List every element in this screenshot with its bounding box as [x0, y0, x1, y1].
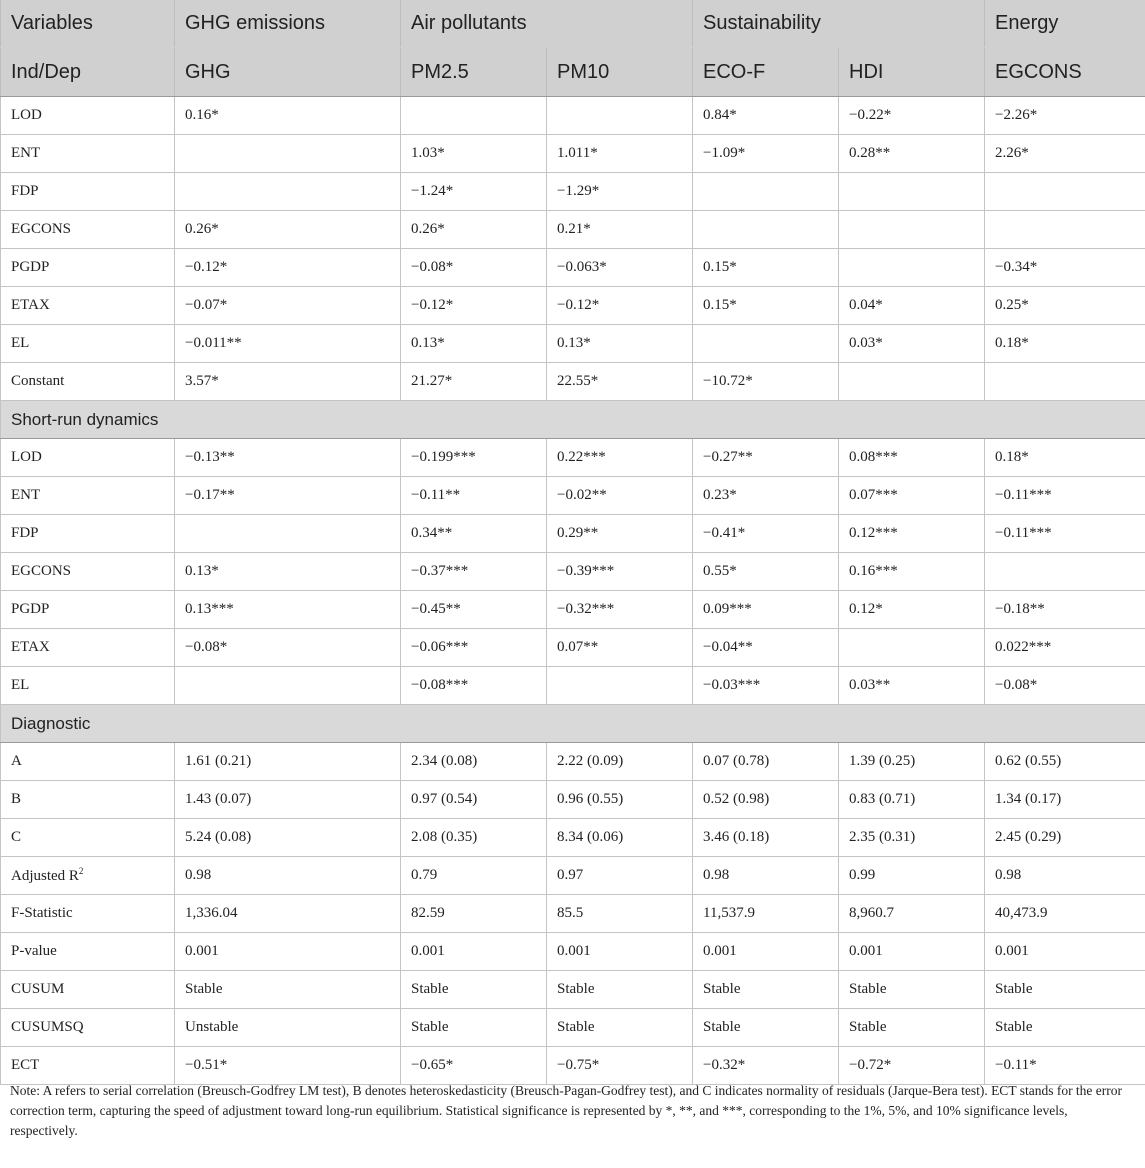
table-cell	[839, 173, 985, 211]
table-cell: −0.199***	[401, 439, 547, 477]
table-cell: 0.12*	[839, 591, 985, 629]
table-cell: Stable	[985, 1009, 1145, 1047]
table-row	[1, 667, 1145, 705]
table-cell: 0.21*	[547, 211, 693, 249]
adjusted-r2-superscript: 2	[78, 866, 84, 876]
table-cell: 0.03**	[839, 667, 985, 705]
header-variables: Variables	[1, 0, 175, 48]
table-cell: 0.001	[547, 933, 693, 971]
table-row	[1, 439, 1145, 477]
table-cell: 3.57*	[175, 363, 401, 401]
table-cell: 0.83 (0.71)	[839, 781, 985, 819]
table-cell: 0.79	[401, 857, 547, 895]
row-label: A	[1, 743, 175, 781]
table-cell: −0.11***	[985, 477, 1145, 515]
table-row	[1, 553, 1145, 591]
table-cell: 0.18*	[985, 439, 1145, 477]
table-cell: −0.11**	[401, 477, 547, 515]
table-cell: −0.08*	[401, 249, 547, 287]
table-cell: −0.13**	[175, 439, 401, 477]
row-label: FDP	[1, 515, 175, 553]
table-cell: −0.11*	[985, 1047, 1145, 1085]
table-cell: −0.27**	[693, 439, 839, 477]
table-row	[1, 135, 1145, 173]
table-cell: 0.001	[839, 933, 985, 971]
table-cell	[693, 173, 839, 211]
table-cell: 0.99	[839, 857, 985, 895]
table-cell: −0.51*	[175, 1047, 401, 1085]
table-cell	[547, 97, 693, 135]
table-cell	[175, 667, 401, 705]
table-cell: −0.17**	[175, 477, 401, 515]
table-cell: 0.09***	[693, 591, 839, 629]
table-row	[1, 857, 1145, 895]
table-cell	[839, 629, 985, 667]
table-cell: 0.22***	[547, 439, 693, 477]
table-cell: 0.07 (0.78)	[693, 743, 839, 781]
table-cell	[693, 211, 839, 249]
table-cell: −0.08*	[985, 667, 1145, 705]
table-cell	[985, 363, 1145, 401]
table-cell: 2.08 (0.35)	[401, 819, 547, 857]
table-cell: −0.03***	[693, 667, 839, 705]
table-row	[1, 477, 1145, 515]
table-cell: −0.02**	[547, 477, 693, 515]
table-cell: 0.001	[693, 933, 839, 971]
row-label: ETAX	[1, 287, 175, 325]
table-cell: 1,336.04	[175, 895, 401, 933]
row-label	[1, 857, 175, 895]
table-cell: −10.72*	[693, 363, 839, 401]
table-cell: 0.98	[175, 857, 401, 895]
subheader-cell: EGCONS	[985, 48, 1145, 97]
table-cell: 0.13*	[175, 553, 401, 591]
table-cell: 0.022***	[985, 629, 1145, 667]
table-cell: Unstable	[175, 1009, 401, 1047]
table-cell: 2.34 (0.08)	[401, 743, 547, 781]
table-cell	[839, 363, 985, 401]
table-cell: 0.26*	[401, 211, 547, 249]
row-label: CUSUMSQ	[1, 1009, 175, 1047]
row-label: CUSUM	[1, 971, 175, 1009]
table-cell	[401, 97, 547, 135]
table-cell	[175, 135, 401, 173]
table-row	[1, 971, 1145, 1009]
table-cell: −0.12*	[175, 249, 401, 287]
table-cell	[839, 211, 985, 249]
row-label: PGDP	[1, 591, 175, 629]
table-row	[1, 743, 1145, 781]
table-cell	[547, 667, 693, 705]
table-cell: 0.84*	[693, 97, 839, 135]
table-cell: 0.13*	[401, 325, 547, 363]
table-cell: Stable	[401, 1009, 547, 1047]
table-cell: 0.52 (0.98)	[693, 781, 839, 819]
table-cell: 1.03*	[401, 135, 547, 173]
table-cell	[175, 515, 401, 553]
table-cell: −0.08***	[401, 667, 547, 705]
table-cell	[693, 325, 839, 363]
table-cell: 0.12***	[839, 515, 985, 553]
subheader-cell: PM2.5	[401, 48, 547, 97]
table-cell: 0.97 (0.54)	[401, 781, 547, 819]
table-row	[1, 97, 1145, 135]
table-cell: 0.13*	[547, 325, 693, 363]
table-cell: 0.08***	[839, 439, 985, 477]
row-label: F-Statistic	[1, 895, 175, 933]
table-cell: 21.27*	[401, 363, 547, 401]
subheader-cell: HDI	[839, 48, 985, 97]
subheader-cell: PM10	[547, 48, 693, 97]
row-label: P-value	[1, 933, 175, 971]
table-cell: 2.26*	[985, 135, 1145, 173]
table-cell: −0.08*	[175, 629, 401, 667]
table-cell: 0.07**	[547, 629, 693, 667]
table-cell: 0.55*	[693, 553, 839, 591]
table-cell: −0.07*	[175, 287, 401, 325]
table-cell: 0.15*	[693, 249, 839, 287]
table-cell: 0.25*	[985, 287, 1145, 325]
table-cell: 22.55*	[547, 363, 693, 401]
table-cell: 85.5	[547, 895, 693, 933]
table-cell: −0.04**	[693, 629, 839, 667]
adjusted-r2-label: Adjusted R	[11, 868, 79, 884]
subheader-cell: GHG	[175, 48, 401, 97]
table-cell: 0.03*	[839, 325, 985, 363]
table-row	[1, 933, 1145, 971]
table-cell: −0.37***	[401, 553, 547, 591]
table-cell: −0.12*	[401, 287, 547, 325]
row-label: EGCONS	[1, 211, 175, 249]
table-cell: 0.28**	[839, 135, 985, 173]
table-cell: Stable	[693, 1009, 839, 1047]
table-row	[1, 325, 1145, 363]
row-label: LOD	[1, 97, 175, 135]
table-row	[1, 591, 1145, 629]
section-short-run-title: Short-run dynamics	[1, 401, 1145, 439]
table-cell: −0.34*	[985, 249, 1145, 287]
table-cell: 0.23*	[693, 477, 839, 515]
table-cell: Stable	[547, 1009, 693, 1047]
table-cell: 8.34 (0.06)	[547, 819, 693, 857]
table-cell: 0.16*	[175, 97, 401, 135]
table-row	[1, 173, 1145, 211]
table-cell	[985, 173, 1145, 211]
table-row	[1, 363, 1145, 401]
table-cell: 0.04*	[839, 287, 985, 325]
table-cell: 0.97	[547, 857, 693, 895]
table-cell	[985, 553, 1145, 591]
row-label: PGDP	[1, 249, 175, 287]
subheader-row	[1, 48, 1145, 97]
table-cell: Stable	[547, 971, 693, 1009]
table-cell: −0.65*	[401, 1047, 547, 1085]
table-cell: 8,960.7	[839, 895, 985, 933]
table-cell: −0.11***	[985, 515, 1145, 553]
row-label: ETAX	[1, 629, 175, 667]
row-label: EL	[1, 667, 175, 705]
table-cell: 3.46 (0.18)	[693, 819, 839, 857]
table-cell: 0.96 (0.55)	[547, 781, 693, 819]
subheader-cell: Ind/Dep	[1, 48, 175, 97]
table-cell: Stable	[839, 1009, 985, 1047]
table-cell: 0.62 (0.55)	[985, 743, 1145, 781]
table-note: Note: A refers to serial correlation (Breusch-Godfrey LM test), B denotes heteroskedasticity (Breusch-Pagan-Godfrey test), and C indicates normality of residuals (Jarque-Bera test). ECT stands for the error correction term, capturing the speed of adjustment toward long-run equilibrium. Statistical significance is represented by *, **, and ***, corresponding to the 1%, 5%, and 10% significance levels, respectively.	[10, 1083, 1123, 1138]
table-cell: 0.07***	[839, 477, 985, 515]
section-diagnostic	[1, 705, 1145, 743]
table-row	[1, 895, 1145, 933]
table-cell: 0.34**	[401, 515, 547, 553]
table-cell: 1.43 (0.07)	[175, 781, 401, 819]
table-cell	[985, 211, 1145, 249]
row-label: EGCONS	[1, 553, 175, 591]
table-cell: 0.16***	[839, 553, 985, 591]
row-label: FDP	[1, 173, 175, 211]
row-label: C	[1, 819, 175, 857]
table-cell: −0.06***	[401, 629, 547, 667]
section-short-run	[1, 401, 1145, 439]
table-cell: −0.41*	[693, 515, 839, 553]
table-cell: −0.72*	[839, 1047, 985, 1085]
row-label: ENT	[1, 477, 175, 515]
table-row	[1, 515, 1145, 553]
table-cell	[839, 249, 985, 287]
header-sustainability: Sustainability	[693, 0, 985, 48]
header-ghg-emissions: GHG emissions	[175, 0, 401, 48]
table-cell: −0.45**	[401, 591, 547, 629]
table-cell: 1.011*	[547, 135, 693, 173]
table-cell: 82.59	[401, 895, 547, 933]
table-row	[1, 781, 1145, 819]
table-cell: −0.011**	[175, 325, 401, 363]
table-cell: −2.26*	[985, 97, 1145, 135]
table-row	[1, 819, 1145, 857]
row-label: LOD	[1, 439, 175, 477]
table-cell: −0.75*	[547, 1047, 693, 1085]
table-cell: 11,537.9	[693, 895, 839, 933]
table-cell: 0.15*	[693, 287, 839, 325]
table-cell: 1.61 (0.21)	[175, 743, 401, 781]
table-cell: 0.001	[175, 933, 401, 971]
table-cell: 0.98	[985, 857, 1145, 895]
table-cell: Stable	[175, 971, 401, 1009]
table-cell: −0.063*	[547, 249, 693, 287]
table-cell: Stable	[401, 971, 547, 1009]
table-cell: 2.35 (0.31)	[839, 819, 985, 857]
section-diagnostic-title: Diagnostic	[1, 705, 1145, 743]
table-cell: −0.12*	[547, 287, 693, 325]
row-label: ENT	[1, 135, 175, 173]
row-label: Constant	[1, 363, 175, 401]
table-cell: 2.45 (0.29)	[985, 819, 1145, 857]
table-cell: 2.22 (0.09)	[547, 743, 693, 781]
subheader-cell: ECO-F	[693, 48, 839, 97]
row-label: EL	[1, 325, 175, 363]
table-row	[1, 1047, 1145, 1085]
table-cell: 5.24 (0.08)	[175, 819, 401, 857]
table-cell: −1.29*	[547, 173, 693, 211]
table-row	[1, 1009, 1145, 1047]
table-cell: −0.18**	[985, 591, 1145, 629]
table-cell: 0.001	[985, 933, 1145, 971]
table-cell: 0.29**	[547, 515, 693, 553]
table-cell: 1.39 (0.25)	[839, 743, 985, 781]
table-cell: 0.001	[401, 933, 547, 971]
table-cell: −0.32***	[547, 591, 693, 629]
table-cell: 40,473.9	[985, 895, 1145, 933]
table-row	[1, 287, 1145, 325]
table-cell: Stable	[693, 971, 839, 1009]
table-cell: 0.26*	[175, 211, 401, 249]
table-cell: Stable	[839, 971, 985, 1009]
header-energy: Energy	[985, 0, 1145, 48]
table-row	[1, 629, 1145, 667]
row-label: ECT	[1, 1047, 175, 1085]
table-cell: −0.22*	[839, 97, 985, 135]
row-label: B	[1, 781, 175, 819]
table-cell: 0.18*	[985, 325, 1145, 363]
table-cell	[175, 173, 401, 211]
table-cell: 0.98	[693, 857, 839, 895]
table-cell: −1.24*	[401, 173, 547, 211]
table-cell: 0.13***	[175, 591, 401, 629]
table-cell: 1.34 (0.17)	[985, 781, 1145, 819]
table-cell: −0.32*	[693, 1047, 839, 1085]
table-row	[1, 211, 1145, 249]
table-cell: −1.09*	[693, 135, 839, 173]
header-air-pollutants: Air pollutants	[401, 0, 693, 48]
group-header-row	[1, 0, 1145, 48]
table-row	[1, 249, 1145, 287]
table-cell: −0.39***	[547, 553, 693, 591]
table-cell: Stable	[985, 971, 1145, 1009]
